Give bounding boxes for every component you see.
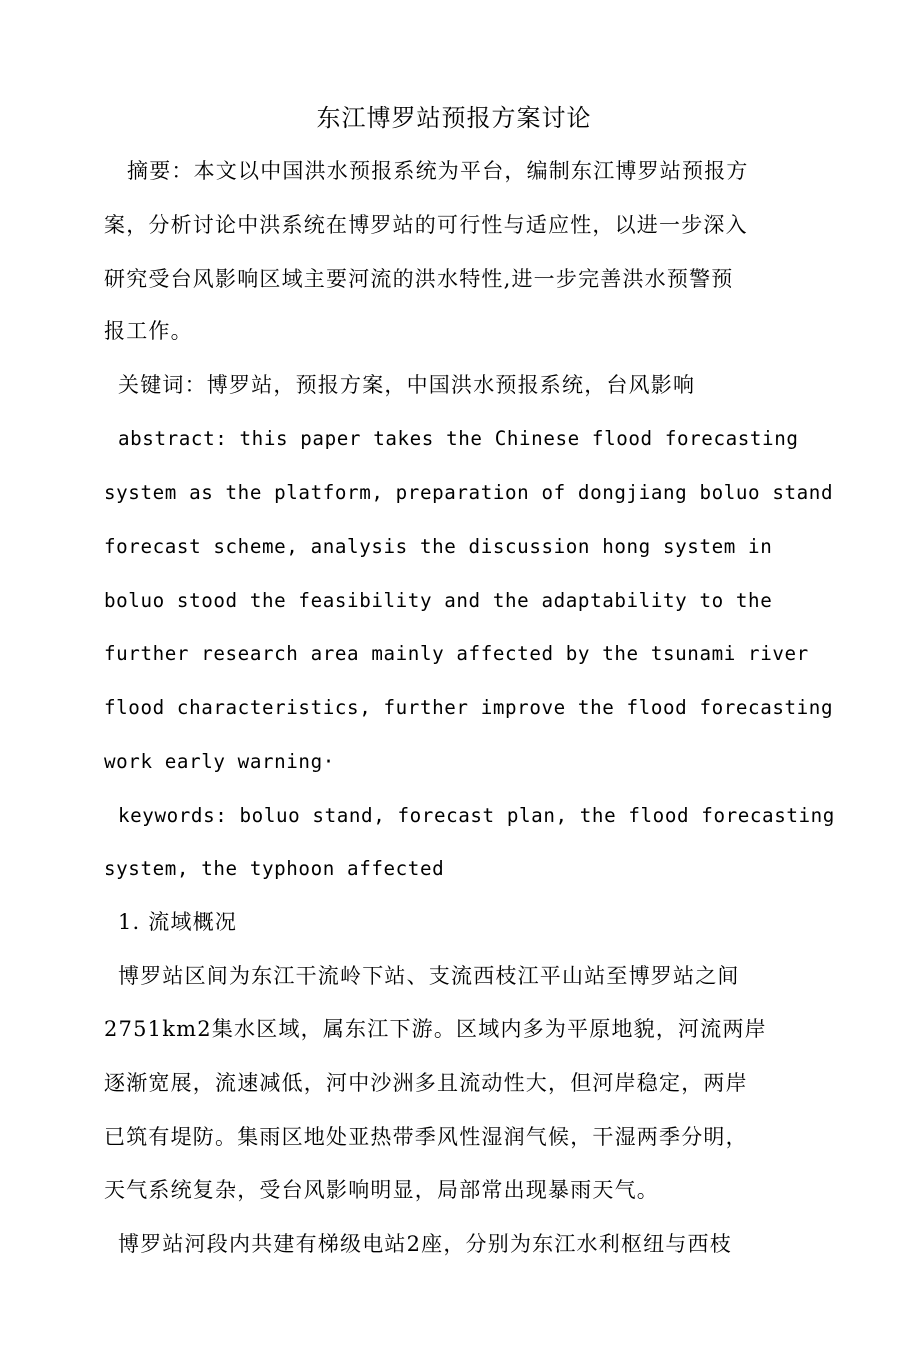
abstract-en-line-6: flood characteristics, further improve the flood forecasting (104, 696, 834, 719)
abstract-en-line-7: work early warning· (104, 750, 335, 773)
abstract-cn-line-4: 报工作。 (104, 319, 193, 343)
abstract-en-line-3: forecast scheme, analysis the discussion hong system in (104, 535, 773, 558)
abstract-cn-line-1: 摘要：本文以中国洪水预报系统为平台，编制东江博罗站预报方 (127, 159, 749, 183)
abstract-en-line-1: abstract: this paper takes the Chinese flood forecasting (118, 427, 799, 450)
section-1-para-2-line-1: 博罗站河段内共建有梯级电站2座，分别为东江水利枢纽与西枝 (118, 1232, 732, 1256)
section-1-para-1-line-2: 2751km2集水区域，属东江下游。区域内多为平原地貌，河流两岸 (104, 1017, 767, 1041)
section-1-heading: 1. 流域概况 (118, 910, 238, 934)
keywords-en-line-2: system, the typhoon affected (104, 857, 445, 880)
document-title: 东江博罗站预报方案讨论 (316, 104, 592, 132)
abstract-en-line-2: system as the platform, preparation of dongjiang boluo stand (104, 481, 834, 504)
abstract-en-line-5: further research area mainly affected by the tsunami river (104, 642, 809, 665)
keywords-cn: 关键词：博罗站，预报方案，中国洪水预报系统，台风影响 (118, 373, 696, 397)
abstract-cn-line-3: 研究受台风影响区域主要河流的洪水特性,进一步完善洪水预警预 (104, 267, 734, 291)
abstract-en-line-4: boluo stood the feasibility and the adaptability to the (104, 589, 773, 612)
section-1-para-1-line-4: 已筑有堤防。集雨区地处亚热带季风性湿润气候，干湿两季分明， (104, 1125, 748, 1149)
abstract-cn-line-2: 案，分析讨论中洪系统在博罗站的可行性与适应性，以进一步深入 (104, 213, 748, 237)
section-1-para-1-line-3: 逐渐宽展，流速减低，河中沙洲多且流动性大，但河岸稳定，两岸 (104, 1071, 748, 1095)
section-1-para-1-line-1: 博罗站区间为东江干流岭下站、支流西枝江平山站至博罗站之间 (118, 964, 740, 988)
section-1-para-1-line-5: 天气系统复杂，受台风影响明显，局部常出现暴雨天气。 (104, 1178, 659, 1202)
keywords-en-line-1: keywords: boluo stand, forecast plan, the flood forecasting (118, 804, 835, 827)
